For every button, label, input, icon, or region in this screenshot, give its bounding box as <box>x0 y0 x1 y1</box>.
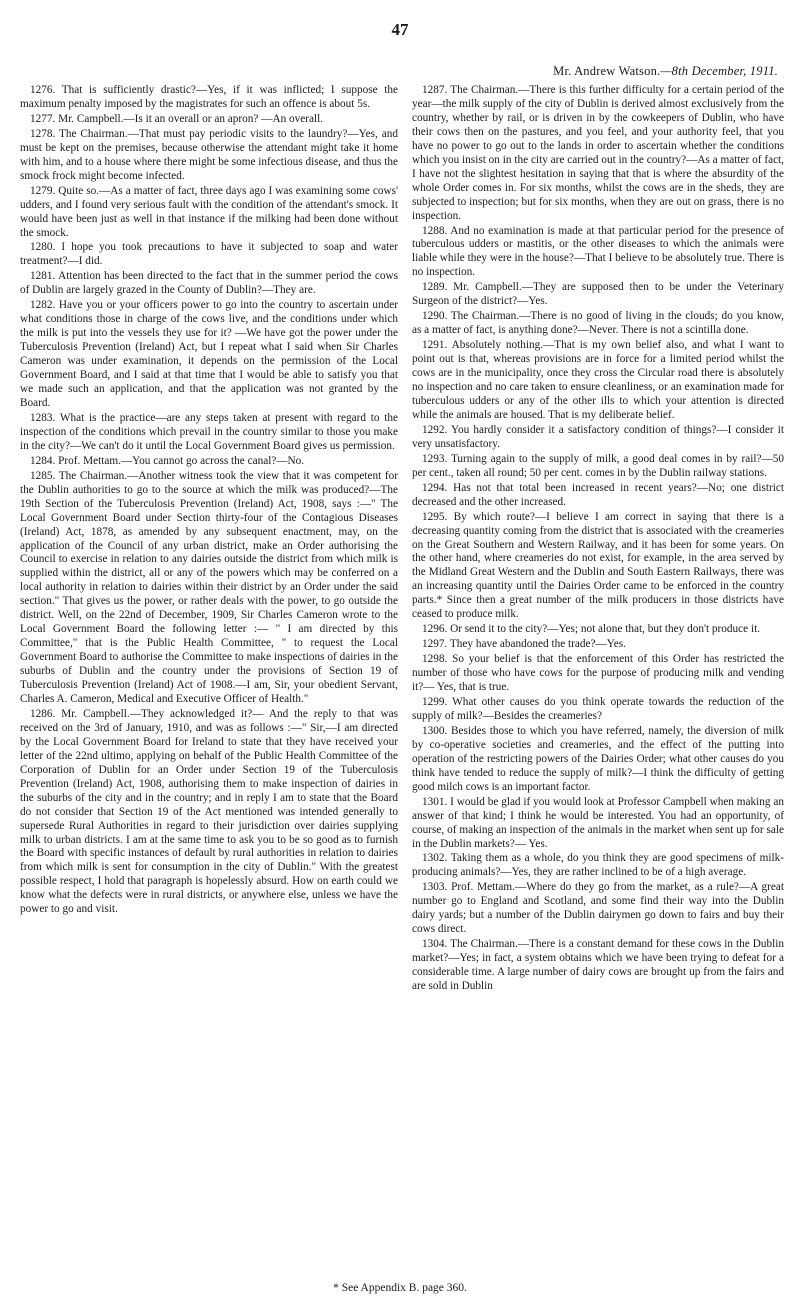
paragraph-1287: 1287. The Chairman.—There is this further difficulty for a certain period of the year—the milk supply of the city of Dublin is derived almost exclusively from the country, whether by rail, or is driven in by the cowkeepers of Dublin, who have their cows then on the pastures, and you feel, and your authority feel, that you have no power to go out to the lands in order to ascertain whether the conditions which you insist on in the city are carried out in the country?—As a matter of fact, I have not the slightest hesitation in saying that that is where the absurdity of the whole Order comes in. For six months, whilst the cows are in the sheds, they are subjected to inspection; but for six months, when they are out on grass, there is no inspection. <box>412 84 784 222</box>
running-head-date: —8th December, 1911. <box>660 64 778 78</box>
paragraph-1279: 1279. Quite so.—As a matter of fact, three days ago I was examining some cows' udders, and I found very serious fault with the condition of the attendant's smock. It would have been just as well in that instance if the milking had been done without the smock. <box>20 184 398 239</box>
paragraph-1304: 1304. The Chairman.—There is a constant demand for these cows in the Dublin market?—Yes; in fact, a system obtains which we have been trying to defeat for a considerable time. A large number of dairy cows are brought up from the fairs and are sold in Dublin <box>412 938 784 993</box>
paragraph-1302: 1302. Taking them as a whole, do you think they are good specimens of milk-producing animals?—Yes, they are rather inclined to be of a high average. <box>412 852 784 879</box>
running-head <box>553 64 778 79</box>
paragraph-1290: 1290. The Chairman.—There is no good of living in the clouds; do you know, as a matter of fact, is anything done?—Never. There is not a scintilla done. <box>412 310 784 337</box>
paragraph-1276: 1276. That is sufficiently drastic?—Yes, if it was inflicted; I suppose the maximum penalty imposed by the magistrates for such an offence is about 5s. <box>20 84 398 110</box>
paragraph-1294: 1294. Has not that total been increased in recent years?—No; one district decreased and the other increased. <box>412 481 784 508</box>
paragraph-1285: 1285. The Chairman.—Another witness took the view that it was competent for the Dublin authorities to go to the source at which the milk was produced?—The 19th Section of the Tuberculosis Prevention (Ireland) Act, 1908, says :—" The Local Government Board under Section thirty-four of the Contagious Diseases (Ireland) Act, 1878, as amended by any subsequent enactment, may, on the application of the Council of any urban district, make an Order authorising the Council to exercise in relation to any dairies outside the district from which milk is supplied within the district, all or any of the powers which may be conferred on a local authority in relation to dairies within their district by an Order under the said section." That gives us the power, or rather deals with the power, to go outside the district. Well, on the 22nd of December, 1909, Sir Charles Cameron wrote to the Local Government Board the following letter :— " I am directed by this Committee," that is the Public Health Committee, " to request the Local Government Board to authorise the Committee to make inspections of dairies in the suburbs of Dublin and the country under the provisions of Section 19 of Tuberculosis Prevention (Ireland) Act of 1908.—I am, Sir, your obedient Servant, Charles A. Cameron, Medical and Executive Officer of Health." <box>20 469 398 705</box>
paragraph-1297: 1297. They have abandoned the trade?—Yes. <box>422 638 626 651</box>
paragraph-1284: 1284. Prof. Mettam.—You cannot go across the canal?—No. <box>30 454 305 467</box>
paragraph-1282: 1282. Have you or your officers power to go into the country to ascertain under what conditions those in charge of the cows live, and the conditions under which the milk is put into the vessels they use for it? —We have got the power under the Tuberculosis Prevention (Ireland) Act, but I repeat what I said when Sir Charles Cameron was under examination, it depends on the permission of the Local Government Board, and I said at that time that I would be able to satisfy you that we made such an application, and that the application was not granted by the Board. <box>20 299 398 409</box>
running-head-witness: Mr. Andrew Watson. <box>553 64 661 78</box>
paragraph-1291: 1291. Absolutely nothing.—That is my own belief also, and what I want to point out is that, whereas provisions are in force for a limited period whilst the cows are in the municipality, once they cross the Circular road there is absolutely no inspection and no care taken to ensure cleanliness, or an examination made for tuberculous udders or any of the other ills to which your attention is directed while the animals are housed. That is my deliberate belief. <box>412 339 784 421</box>
paragraph-1296: 1296. Or send it to the city?—Yes; not alone that, but they don't produce it. <box>422 623 761 636</box>
paragraph-1298: 1298. So your belief is that the enforcement of this Order has restricted the number of those who have cows for the purpose of producing milk and vending it?— Yes, that is true. <box>412 653 784 694</box>
paragraph-1303: 1303. Prof. Mettam.—Where do they go from the market, as a rule?—A great number go to England and Scotland, and some find their way into the Dublin dairy yards; but a number of the Dublin dairymen go down to fairs and buy their cows direct. <box>412 881 784 936</box>
paragraph-1289: 1289. Mr. Campbell.—They are supposed then to be under the Veterinary Surgeon of the district?—Yes. <box>412 281 784 308</box>
paragraph-1278: 1278. The Chairman.—That must pay periodic visits to the laundry?—Yes, and must be kept on the premises, because otherwise the attendant might take it home with him, and to a house where there might be some infectious disease, and thus the smock frock might become infected. <box>20 127 398 182</box>
paragraph-1292: 1292. You hardly consider it a satisfactory condition of things?—I consider it very unsatisfactory. <box>412 423 784 450</box>
paragraph-1280: 1280. I hope you took precautions to have it subjected to soap and water treatment?—I did. <box>20 241 398 268</box>
paragraph-1281: 1281. Attention has been directed to the fact that in the summer period the cows of Dublin are largely grazed in the County of Dublin?—They are. <box>20 270 398 297</box>
left-column <box>20 84 398 1284</box>
footnote: * See Appendix B. page 360. <box>333 1282 467 1294</box>
paragraph-1295: 1295. By which route?—I believe I am correct in saying that there is a decreasing quantity coming from the district that is associated with the creameries on the Great Southern and Western Railway, and it has been for some years. On the other hand, where creameries do not exist, for example, in the area served by the Midland Great Western and the Dublin and South Eastern Railways, there was an increasing quantity until the Dairies Order came to be enforced in the country parts.* Since then a great number of the milk producers in those districts have ceased to produce milk. <box>412 510 784 621</box>
page-number: 47 <box>391 20 409 39</box>
paragraph-1283: 1283. What is the practice—are any steps taken at present with regard to the inspection of the conditions which prevail in the country similar to those you make in the city?—We can't do it until the Local Government Board gives us permission. <box>20 411 398 452</box>
paragraph-1288: 1288. And no examination is made at that particular period for the presence of tuberculous udders or mastitis, or the other diseases to which the animals were liable while they were in the house?—That I believe to be absolutely true. There is no inspection. <box>412 224 784 279</box>
paragraph-1293: 1293. Turning again to the supply of milk, a good deal comes in by rail?—50 per cent., taken all round; 50 per cent. comes in by the Dublin railway stations. <box>412 452 784 479</box>
paragraph-1301: 1301. I would be glad if you would look at Professor Campbell when making an answer of that kind; I think he would be interested. You had an opportunity, of course, of making an inspection of the animals in the market when sent up for sale in the Dublin markets?— Yes. <box>412 795 784 850</box>
paragraph-1286: 1286. Mr. Campbell.—They acknowledged it?— And the reply to that was received on the 3rd of January, 1910, and was as follows :—" Sir,—I am directed by the Local Government Board for Ireland to state that they have received your letter of the 22nd ultimo, applying on behalf of the Public Health Committee of the Corporation of Dublin for an Order under Section 19 of the Tuberculosis Prevention (Ireland) Act, 1908, authorising them to make inspection of dairies in the suburbs of the city and in the country; and in reply I am to state that the Board do not consider that Section 19 of the Act mentioned was intended generally to supersede Rural Authorities in regard to their jurisdiction over dairies supplying milk to urban districts. I am at the same time to ask you to be so good as to furnish the Board with specific instances of default by rural authorities in relation to dairies from which milk is sent for consumption in the city of Dublin." With the greatest possible respect, I hold that paragraph is hopelessly absurd. How on earth could we know what the defects were in rural districts, or anywhere else, unless we have the power to go and visit. <box>20 707 398 916</box>
paragraph-1299: 1299. What other causes do you think operate towards the reduction of the supply of milk?—Besides the creameries? <box>412 695 784 722</box>
right-column <box>412 84 784 1284</box>
paragraph-1300: 1300. Besides those to which you have referred, namely, the diversion of milk by co-operative societies and creameries, and the effect of the putting into operation of the restricting powers of the Dairies Order; what other causes do you think have tended to reduce the supply of milk?—I think the difficulty of getting good milch cows is an important factor. <box>412 724 784 793</box>
paragraph-1277: 1277. Mr. Campbell.—Is it an overall or an apron? —An overall. <box>30 112 324 125</box>
